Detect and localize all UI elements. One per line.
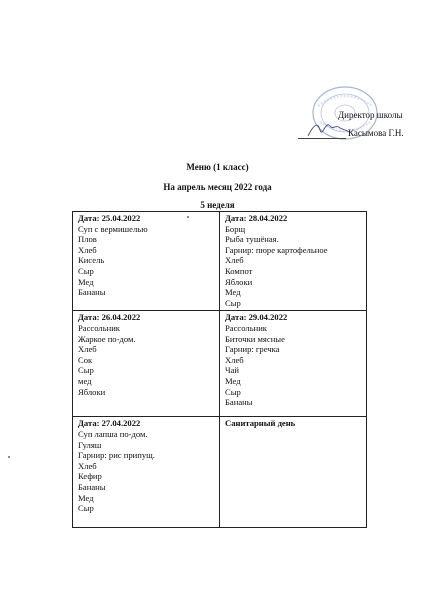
menu-item: Рассольник (78, 322, 120, 333)
menu-table (72, 211, 367, 528)
day-cell (220, 212, 367, 311)
menu-item: Яблоки (78, 386, 106, 397)
day-cell (220, 311, 367, 417)
menu-item: Сыр (225, 386, 241, 397)
day-date: Дата: 28.04.2022 (225, 213, 288, 223)
menu-item: Кисель (78, 255, 105, 266)
menu-item: Гуляш (78, 439, 102, 450)
day-date: Дата: 27.04.2022 (78, 418, 141, 429)
menu-item: Хлеб (78, 460, 97, 471)
menu-item: Рыба тушёная. (225, 234, 279, 245)
menu-item: Компот (225, 265, 253, 276)
menu-subtitle: На апрель месяц 2022 года (163, 182, 272, 192)
menu-item: Суп лапша по-дом. (78, 428, 148, 439)
menu-item: Хлеб (78, 344, 97, 355)
menu-item: Яблоки (225, 276, 253, 287)
menu-item: Бананы (78, 481, 106, 492)
week-label: 5 неделя (200, 200, 235, 210)
menu-item: Сыр (78, 265, 94, 276)
menu-item: Кефир (78, 471, 102, 482)
menu-item: Бананы (225, 397, 253, 408)
scan-speck (8, 456, 10, 458)
menu-item: Мед (78, 276, 94, 287)
approval-block (290, 104, 420, 144)
menu-item: Хлеб (225, 255, 244, 266)
scan-speck (187, 216, 189, 218)
day-cell (220, 417, 367, 528)
menu-item: Хлеб (225, 354, 244, 365)
menu-item: Гарнир: гречка (225, 344, 280, 355)
day-cell (73, 417, 220, 528)
sanitary-day-label: Санитарный день (225, 418, 296, 429)
menu-item: Сыр (78, 365, 94, 376)
menu-item: Гарнир: рис припущ. (78, 450, 155, 461)
menu-item: Хлеб (78, 244, 97, 255)
menu-item: Рассольник (225, 322, 267, 333)
menu-item: Сок (78, 354, 93, 365)
menu-item: Суп с вермишелью (78, 223, 148, 234)
day-cell (73, 311, 220, 417)
director-name: Касымова Г.Н. (348, 128, 404, 138)
day-date: Дата: 25.04.2022 (78, 213, 141, 223)
menu-item: Плов (78, 234, 97, 245)
day-date: Дата: 26.04.2022 (78, 312, 141, 323)
signature-line (298, 138, 346, 139)
table-row (73, 212, 367, 311)
table-row (73, 311, 367, 417)
menu-item: мед (78, 375, 92, 386)
menu-item: Борщ (225, 223, 246, 234)
menu-item: Мед (225, 287, 241, 298)
menu-item: Гарнир: пюре картофельное (225, 244, 328, 255)
menu-item: Жаркое по-дом. (78, 333, 136, 344)
menu-item: Мед (225, 375, 241, 386)
table-row (73, 417, 367, 528)
director-title: Директор школы (338, 110, 403, 120)
menu-item: Сыр (78, 503, 94, 514)
menu-item: Бананы (78, 287, 106, 298)
menu-item: Чай (225, 365, 239, 376)
menu-item: Сыр (225, 297, 241, 308)
day-cell (73, 212, 220, 311)
day-date: Дата: 29.04.2022 (225, 312, 288, 323)
menu-item: Биточки мясные (225, 333, 285, 344)
menu-item: Мед (78, 492, 94, 503)
menu-title: Меню (1 класс) (186, 162, 249, 172)
